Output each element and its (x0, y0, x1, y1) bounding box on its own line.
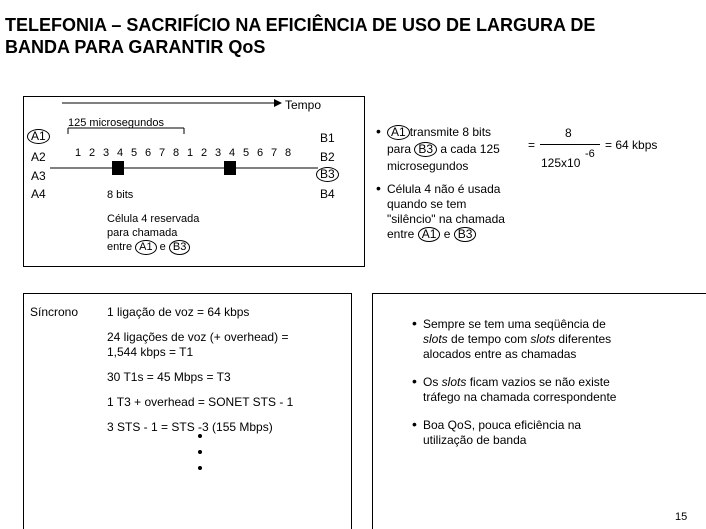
slot-number: 3 (103, 147, 110, 159)
bullet-celula-e: e (443, 227, 451, 241)
summary-b1-line-2 (423, 332, 683, 347)
slot-number: 2 (201, 147, 208, 159)
bullet-celula-b3: B3 (454, 227, 477, 242)
right-channel-b1: B1 (320, 131, 335, 145)
cell-note-b3: B3 (169, 240, 190, 255)
slot-number: 5 (131, 147, 138, 159)
page-title (5, 14, 695, 58)
continuation-dot-3 (198, 466, 202, 470)
time-arrow (60, 97, 290, 109)
bullet-b3-circle: B3 (414, 142, 437, 157)
summary-b1-line-1: • Sempre se tem uma seqüência de (423, 317, 606, 331)
slot-number: 4 (229, 147, 236, 159)
continuation-dot-1 (198, 434, 202, 438)
sync-line-3: 30 T1s = 45 Mbps = T3 (107, 370, 231, 384)
bullet-celula-line-1: • Célula 4 não é usada (387, 182, 501, 196)
summary-bullet-2 (423, 375, 683, 405)
formula-denominator (541, 156, 580, 171)
bullet-celula-a1: A1 (418, 227, 441, 242)
formula-equals: = (528, 138, 536, 152)
summary-b2-os: Os (423, 375, 442, 389)
cell-note-entre: entre (107, 241, 133, 253)
formula-den-base: 125x10 (541, 156, 581, 170)
left-channel-a4: A4 (31, 187, 46, 201)
channel-line (48, 164, 328, 174)
summary-b1-line-3: alocados entre as chamadas (423, 347, 577, 361)
slot-number: 1 (75, 147, 82, 159)
formula-fraction-bar (540, 144, 600, 145)
slot-number: 1 (187, 147, 194, 159)
cell-note-a1: A1 (135, 240, 156, 255)
summary-bullet-3 (423, 418, 683, 448)
sync-lines (107, 305, 347, 435)
summary-bullet-1 (423, 317, 683, 362)
summary-b2-rest: ficam vazios se não existe (466, 375, 610, 389)
slot-number: 6 (145, 147, 152, 159)
sync-label: Síncrono (30, 305, 79, 319)
bits-label: 8 bits (107, 189, 134, 201)
slot-number: 2 (89, 147, 96, 159)
summary-b3-line-2: utilização de banda (423, 433, 527, 447)
bullet-celula-line-4 (387, 227, 547, 242)
sync-line-1: 1 ligação de voz = 64 kbps (107, 305, 250, 319)
left-channel-a3: A3 (31, 169, 46, 183)
slot-number: 7 (271, 147, 278, 159)
microsegundos-label: 125 microsegundos (68, 117, 165, 129)
formula-result: = 64 kbps (605, 138, 658, 152)
bullet-celula-entre: entre (387, 227, 415, 241)
summary-b2-line-2: tráfego na chamada correspondente (423, 390, 617, 404)
bullet-celula-line-3: "silêncio" na chamada (387, 212, 505, 226)
summary-b1-slots-2: slots (530, 332, 556, 346)
formula-exponent: -6 (585, 148, 595, 160)
bullet-celula-4 (387, 182, 547, 242)
sync-line-4: 1 T3 + overhead = SONET STS - 1 (107, 395, 294, 409)
cell-note-e: e (159, 241, 166, 253)
sync-line-2b: 1,544 kbps = T1 (107, 345, 194, 359)
right-channel-b4: B4 (320, 187, 335, 201)
title-line-2: BANDA PARA GARANTIR QoS (5, 37, 266, 57)
page-number: 15 (675, 511, 688, 523)
bullet-a1-para: para (387, 142, 412, 156)
bullet-a1-text-2: a cada 125 (440, 142, 500, 156)
bullet-a1-circle: A1 (387, 125, 410, 140)
continuation-dot-2 (198, 450, 202, 454)
slot-number: 6 (257, 147, 264, 159)
cell-note-line-2: para chamada (107, 227, 178, 239)
cell-note-line-3 (107, 240, 257, 255)
summary-b2-line-1 (423, 375, 683, 390)
summary-b1-end: diferentes (555, 332, 612, 346)
summary-b3-line-1: • Boa QoS, pouca eficiência na (423, 418, 582, 432)
summary-b1-slots: slots (423, 332, 448, 346)
summary-b1-mid: de tempo com (447, 332, 531, 346)
sync-line-2a: 24 ligações de voz (+ overhead) = (107, 330, 289, 344)
formula-numerator: 8 (565, 126, 572, 140)
bullet-a1-line-2 (387, 141, 527, 158)
bullet-a1-text-1: transmite 8 bits (409, 125, 492, 139)
bullet-a1-line-3: microsegundos (387, 159, 469, 173)
summary-b2-slots: slots (441, 375, 467, 389)
slot-number: 7 (159, 147, 166, 159)
slot-row (75, 146, 305, 160)
sync-line-5: 3 STS - 1 = STS -3 (155 Mbps) (107, 420, 273, 434)
microsegundos-bracket (66, 124, 190, 136)
left-channel-a1 (27, 129, 50, 144)
cell-note (107, 212, 257, 255)
channel-a1-circle: A1 (27, 129, 50, 144)
slot-number: 8 (285, 147, 292, 159)
channel-b3-circle: B3 (316, 167, 339, 182)
slot-number: 3 (215, 147, 222, 159)
bullet-a1-line-1 (387, 124, 527, 141)
title-line-1: TELEFONIA – SACRIFÍCIO NA EFICIÊNCIA DE USO DE LARGURA DE (5, 15, 596, 35)
slot-number: 4 (117, 147, 124, 159)
left-channel-a2: A2 (31, 150, 46, 164)
cell-note-line-1: Célula 4 reservada (107, 213, 200, 225)
bullet-celula-line-2: quando se tem (387, 197, 467, 211)
tempo-label: Tempo (285, 98, 322, 112)
right-channel-b2: B2 (320, 150, 335, 164)
bullet-a1-transmite (387, 124, 527, 175)
slot-number: 5 (243, 147, 250, 159)
slot-number: 8 (173, 147, 180, 159)
